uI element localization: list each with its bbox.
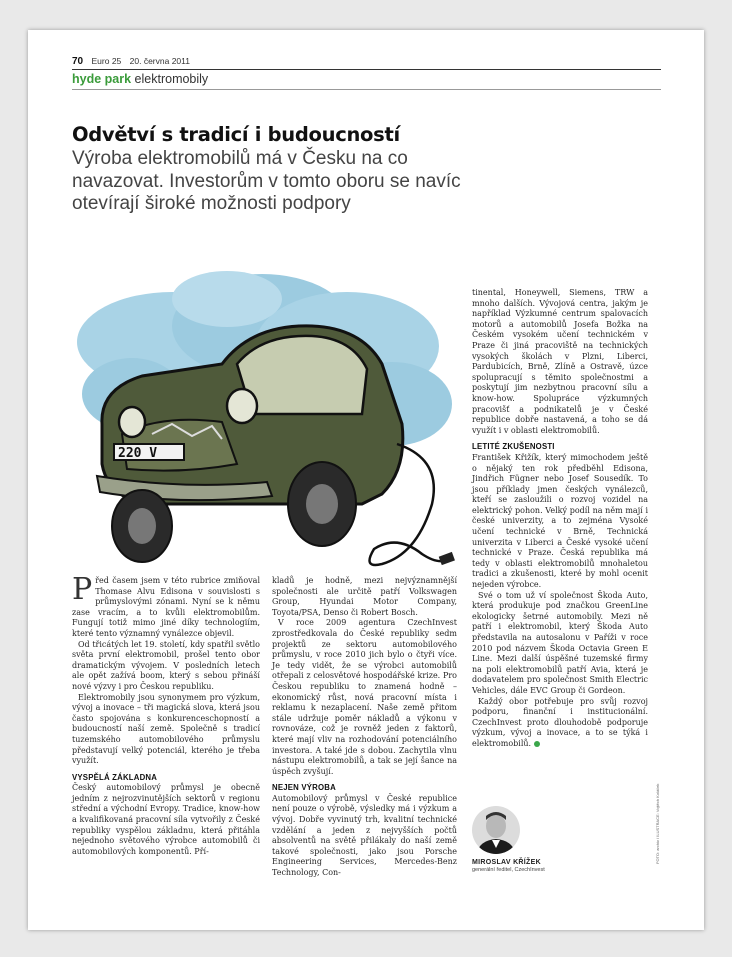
folio-line (72, 56, 661, 67)
paragraph (472, 697, 648, 750)
text-column-2 (272, 576, 457, 879)
paragraph: František Křižík, který mimochodem ještě o nějaký ten rok předběhl Edisona, Jindřich Fügner nebo Josef Sousedík. To jsou příklady jmen českých vynálezců, kteří se zasloužili o rozvoj vozidel na elektrický pohon. Velký podíl na něm mají i české univerzity, a to zejména Vysoké učení technické v Brně, Technická univerzita v Liberci a České vysoké učení technické v Praze. Česká republika má tedy v oblasti elektromobilů mnohaletou tradici a zkušenosti, které by mohl ocenit nejeden výrobce. (472, 452, 648, 590)
paragraph: Český automobilový průmysl je obecně jedním z nejrozvinutějších sektorů v regionu střední a východní Evropy. Tradice, know-how a kvalifikovaná pracovní síla vytvořily z České republiky vyspělou základnu, která přitáhla nejednoho světového výrobce automobilů či automobilových komponentů. Pří- (72, 783, 260, 856)
page-number: 70 (72, 56, 84, 67)
article-deck: Výroba elektromobilů má v Česku na co navazovat. Investorům v tomto oboru se navíc otevírají široké možnosti podpory (72, 148, 461, 214)
article-title: Odvětví s tradicí i budoucností (72, 123, 400, 146)
paragraph-text: Každý obor potřebuje pro svůj rozvoj podporu, finanční i institucionální. CzechInvest proto dlouhodobě podporuje výzkum, vývoj a inovace, a to se týká i elektromobilů. (472, 696, 648, 748)
subheading: VYSPĚLÁ ZÁKLADNA (72, 772, 158, 782)
magazine-page (28, 30, 704, 930)
text-column-3 (472, 288, 648, 750)
end-mark-icon (534, 741, 540, 747)
page-header (72, 56, 661, 90)
car-illustration (62, 264, 460, 586)
dropcap: P (72, 572, 93, 607)
author-name: MIROSLAV KŘÍŽEK (472, 859, 541, 866)
paragraph: tinental, Honeywell, Siemens, TRW a mnoho dalších. Vývojová centra, jakým je například Výzkumné centrum spalovacích motorů a automobilů Josefa Božka na Českém vysokém učení technickém v Praze či jiná pracoviště na technických vysokých školách v Plzni, Liberci, Pardubicích, Brně, Zlíně a Ostravě, úzce spolupracují s těmito společnostmi a poskytují jim nezbytnou pracovní sílu a know-how. Spolupráce výzkumných pracovišť a podnikatelů je v České republice dobře nastavená, a toho se dá využít i v oblasti elektromobilů. (472, 288, 648, 435)
paragraph: Své o tom už ví společnost Škoda Auto, která produkuje pod značkou GreenLine ekologicky šetrné automobily. Mezi ně patří i elektromobil, který Škoda Auto představila na autosalonu v Paříži v roce 2010 pod názvem Škoda Octavia Green E Line. Mezi další úspěšné tuzemské firmy na poli elektromobilů patří Avia, která je dodavatelem pro společnost Smith Electric Vehicles, dále EVC Group či Gordeon. (472, 590, 648, 695)
license-plate-text: 220 V (118, 446, 158, 461)
paragraph-text: řed časem jsem v této rubrice zmiňoval Thomase Alvu Edisona v souvislosti s průmyslovými zónami. Nyní se k němu zase vracím, a to kvůli elektromobilům. Fungují totiž mimo jiné díky technologiím, které tento významný vynálezce objevil. (72, 576, 260, 638)
paragraph (72, 572, 260, 640)
subheading: NEJEN VÝROBA (272, 783, 336, 793)
text-column-1 (72, 572, 260, 857)
paragraph: Od třicátých let 19. století, kdy spatřil světlo světa první elektromobil, prošel tento obor dramatickým vývojem. V posledních letech ale opět zažívá boom, který s sebou přináší nové výzvy i pro Českou republiku. (72, 639, 260, 691)
author-portrait (472, 806, 520, 854)
author-role: generální ředitel, CzechInvest (472, 867, 545, 873)
header-rule (72, 69, 661, 70)
author-caption (472, 859, 545, 873)
photo-credit: FOTO: archiv / ILUSTRACE: Vojtěch Koláček (655, 783, 660, 864)
subheading: LETITÉ ZKUŠENOSTI (472, 442, 555, 452)
paragraph: Elektromobily jsou synonymem pro výzkum, vývoj a inovace – tři magická slova, která jsou často spojována s konkurenceschopností a budoucností naší země. Společně s tradicí tuzemského automobilového průmyslu představují velký potenciál, kterého je třeba využít. (72, 692, 260, 766)
publication-name: Euro 25 (91, 56, 122, 66)
subsection-name: elektromobily (134, 72, 209, 86)
issue-date: 20. června 2011 (129, 56, 190, 66)
section-line (72, 72, 661, 86)
paragraph: V roce 2009 agentura CzechInvest zprostředkovala do České republiky sedm projektů ze sektoru automobilového průmyslu, v roce 2010 jich bylo o čtyři více. Je tedy vidět, že se výrobci automobilů otřepali z celosvětové hospodářské krize. Pro Českou republiku to znamená hodně – ekonomický růst, nová pracovní místa i reklamu k nezaplacení. Naše země přitom stále udržuje poměr nákladů a výkonu v rovnováze, což je rovněž jeden z faktorů, které mají vliv na rozhodování potenciálního investora. A také jde s dobou. Zachytila vlnu nástupu elektromobilů, a tak se její šance na úspěch zvyšují. (272, 618, 457, 776)
section-name: hyde park (72, 72, 132, 86)
paragraph: Automobilový průmysl v České republice není pouze o výrobě, výsledky má i výzkum a vývoj. Dobře vyvinutý trh, kvalitní technické vzdělání a jeden z nejvyšších počtů absolventů na světě přilákaly do naší země takové společnosti, jako jsou Porsche Engineering Services, Mercedes-Benz Technology, Con- (272, 793, 457, 878)
paragraph: kladů je hodně, mezi nejvýznamnější společnosti ale určitě patří Volkswagen Group, Hyundai Motor Company, Toyota/PSA, Denso či Robert Bosch. (272, 576, 457, 617)
section-rule (72, 89, 661, 90)
